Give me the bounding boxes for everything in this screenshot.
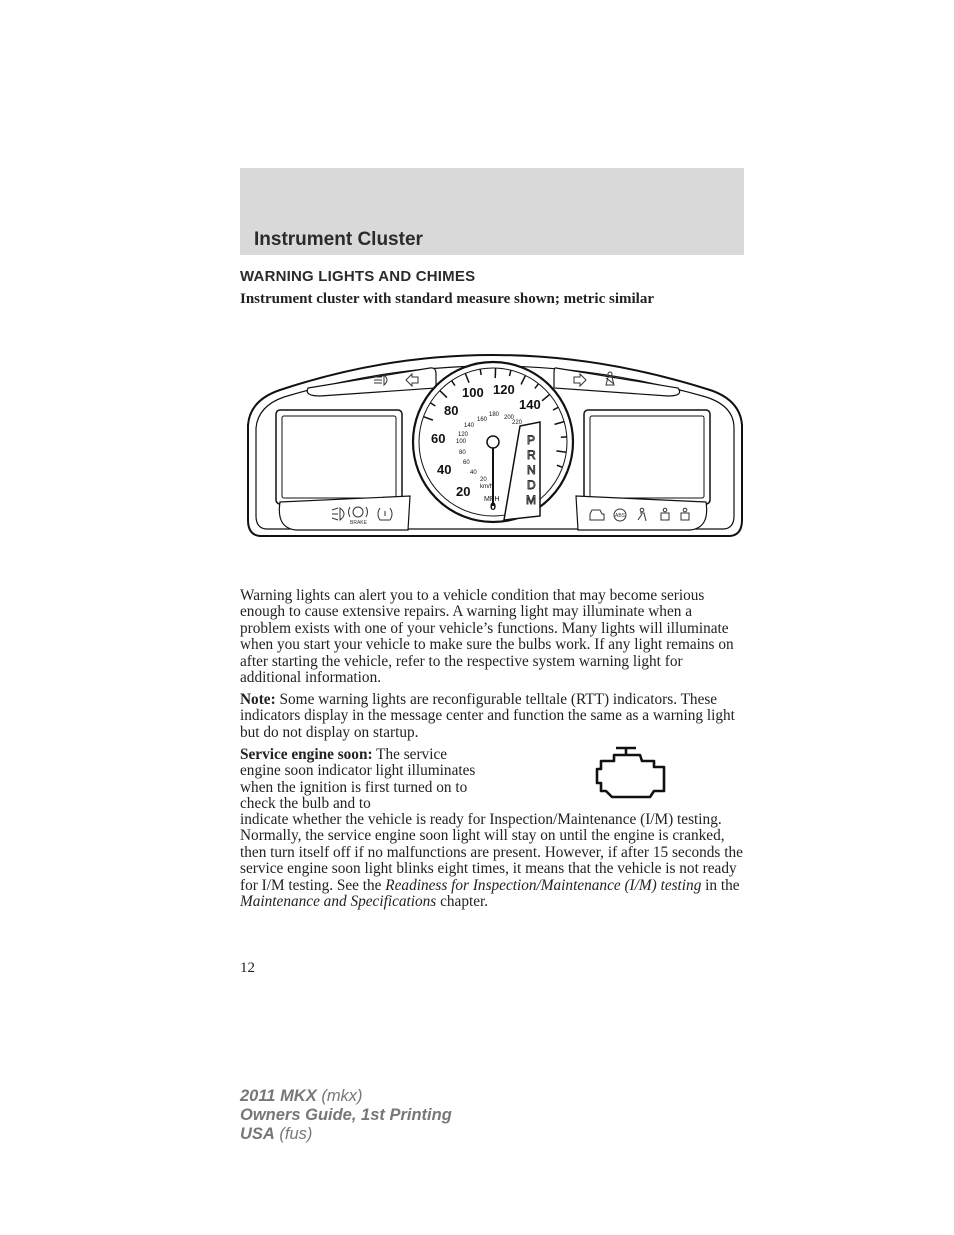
left-message-display <box>276 410 402 504</box>
mph-label-60: 60 <box>431 431 446 446</box>
service-engine-end: chapter. <box>436 893 489 911</box>
needle-hub <box>487 436 499 448</box>
footer-market-code: (fus) <box>274 1125 313 1143</box>
instrument-cluster-svg <box>240 330 750 545</box>
mph-unit: MPH <box>484 496 500 503</box>
note-label: Note: <box>240 691 276 708</box>
footer-model-code: (mkx) <box>316 1087 363 1105</box>
kmh-label-200: 200 <box>504 415 515 421</box>
mph-label-40: 40 <box>437 462 452 477</box>
warning-lights-intro: Warning lights can alert you to a vehicle condition that may become serious enough to cause extensive repairs. A warning light may illuminate when a problem exists with one of your vehicle’s functions. Many lights will illuminate when you start your vehicle to make sure the bulbs work. If any light remains on after starting the vehicle, refer to the respective system warning light for additional information. <box>240 587 734 687</box>
section-title: WARNING LIGHTS AND CHIMES <box>240 268 476 285</box>
service-engine-soon-icon <box>592 745 668 801</box>
kmh-label-100: 100 <box>456 439 467 445</box>
abs-label: ABS <box>615 513 626 519</box>
chapter-title: Instrument Cluster <box>254 229 423 250</box>
kmh-label-160: 160 <box>477 417 488 423</box>
speedometer-tick <box>480 369 481 375</box>
kmh-label-120: 120 <box>458 432 469 438</box>
kmh-label-180: 180 <box>489 412 500 418</box>
readiness-reference: Readiness for Inspection/Maintenance (I/M) testing <box>385 876 702 894</box>
service-engine-text-b: indicate whether the vehicle is ready for Inspection/Maintenance (I/M) testing. Normally, the service engine soon light will stay on until the engine is cranked, then turn itself off if no malfunctions are present. However, if after 15 seconds the service engine soon light blinks eight times, it means that the vehicle is not ready for I/M testing. See the <box>240 811 743 894</box>
mph-label-120: 120 <box>493 382 515 397</box>
brake-label: BRAKE <box>350 520 367 526</box>
mph-zero: 0 <box>490 501 497 513</box>
mph-label-80: 80 <box>444 403 459 418</box>
page-number: 12 <box>240 960 255 976</box>
gear-d: D <box>527 478 536 492</box>
note-text: Some warning lights are reconfigurable telltale (RTT) indicators. These indicators display in the message center and function the same as a warning light but do not display on startup. <box>240 691 735 741</box>
footer-guide-edition: Owners Guide, 1st Printing <box>240 1106 452 1124</box>
lower-left-indicator-pod <box>279 496 410 530</box>
gear-n: N <box>527 463 536 477</box>
mph-label-140: 140 <box>519 397 541 412</box>
chapter-header-band <box>240 168 744 255</box>
kmh-unit: km/h <box>480 484 494 490</box>
instrument-cluster-illustration <box>240 330 750 545</box>
gear-m: M <box>526 493 536 507</box>
kmh-label-80: 80 <box>459 450 466 456</box>
mph-label-20: 20 <box>456 484 471 499</box>
service-engine-label: Service engine soon: <box>240 746 373 763</box>
kmh-label-20: 20 <box>480 477 487 483</box>
service-engine-text-a: The service engine soon indicator light illuminates when the ignition is first turned on to check the bulb and to <box>240 746 476 813</box>
document-footer <box>240 1087 452 1144</box>
kmh-label-220: 220 <box>512 420 523 426</box>
kmh-label-60: 60 <box>463 460 470 466</box>
footer-market: USA <box>240 1125 275 1143</box>
gear-p: P <box>527 433 536 447</box>
right-message-display <box>584 410 710 504</box>
gear-r: R <box>527 448 536 462</box>
kmh-label-40: 40 <box>470 470 477 476</box>
service-engine-mid: in the <box>701 876 740 894</box>
service-engine-paragraph-head <box>240 747 490 813</box>
footer-model: 2011 MKX <box>240 1087 317 1105</box>
figure-caption: Instrument cluster with standard measure shown; metric similar <box>240 291 655 307</box>
note-paragraph <box>240 692 745 741</box>
maintenance-chapter-reference: Maintenance and Specifications <box>240 893 437 911</box>
kmh-label-140: 140 <box>464 423 475 429</box>
service-engine-paragraph-body <box>240 812 745 910</box>
mph-label-100: 100 <box>462 385 484 400</box>
